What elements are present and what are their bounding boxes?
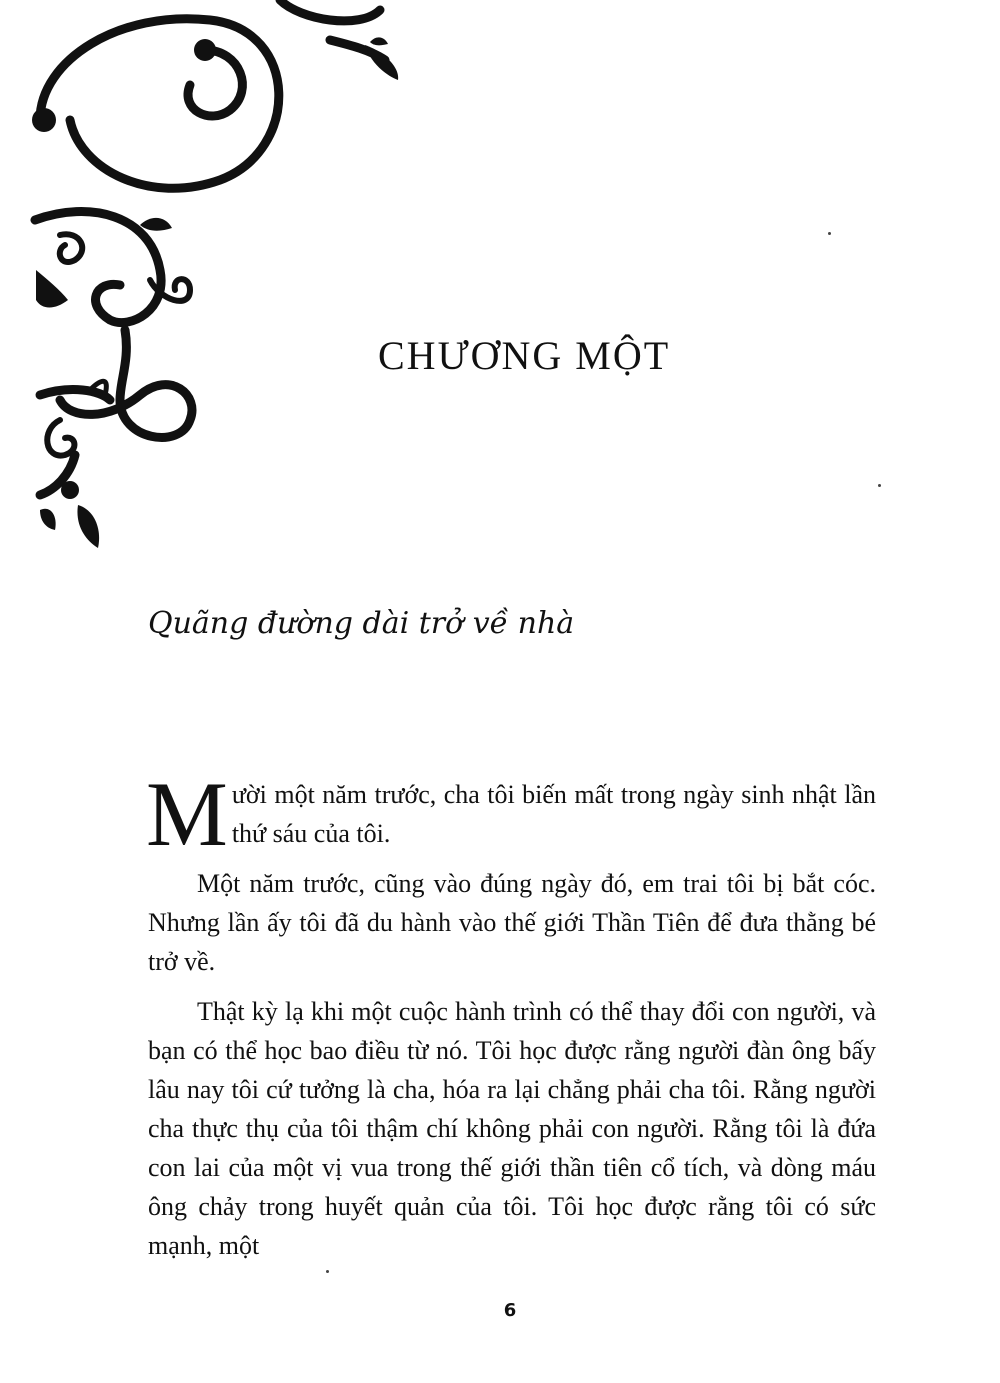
paragraph-2: Một năm trước, cũng vào đúng ngày đó, em trai tôi bị bắt cóc. Nhưng lần ấy tôi đã du hành vào thế giới Thần Tiên để đưa thằng bé trở về. xyxy=(148,869,876,976)
print-speck xyxy=(878,484,881,487)
page-number: 6 xyxy=(503,1300,517,1321)
print-speck xyxy=(828,232,831,235)
paragraph-1 xyxy=(146,763,876,865)
chapter-subtitle: Quãng đường dài trở về nhà xyxy=(148,606,575,641)
paragraph-3: Thật kỳ lạ khi một cuộc hành trình có thể thay đổi con người, và bạn có thể học bao điều từ nó. Tôi học được rằng người đàn ông bấy lâu nay tôi cứ tưởng là cha, hóa ra lại chẳng phải cha tôi. Rằng người cha thực thụ của tôi thậm chí không phải con người. Rằng tôi là đứa con lai của một vị vua trong thế giới thần tiên cổ tích, và dòng máu ông chảy trong huyết quản của tôi. Tôi học được rằng tôi có sức mạnh, một xyxy=(148,997,876,1260)
drop-cap: M xyxy=(146,763,228,865)
paragraph-1-text: ười một năm trước, cha tôi biến mất trong ngày sinh nhật lần thứ sáu của tôi. xyxy=(231,780,876,848)
swirl-vine-ornament-icon xyxy=(0,0,420,560)
print-speck xyxy=(326,1270,329,1273)
chapter-title: CHƯƠNG MỘT xyxy=(378,333,671,378)
body-text xyxy=(146,763,876,1276)
